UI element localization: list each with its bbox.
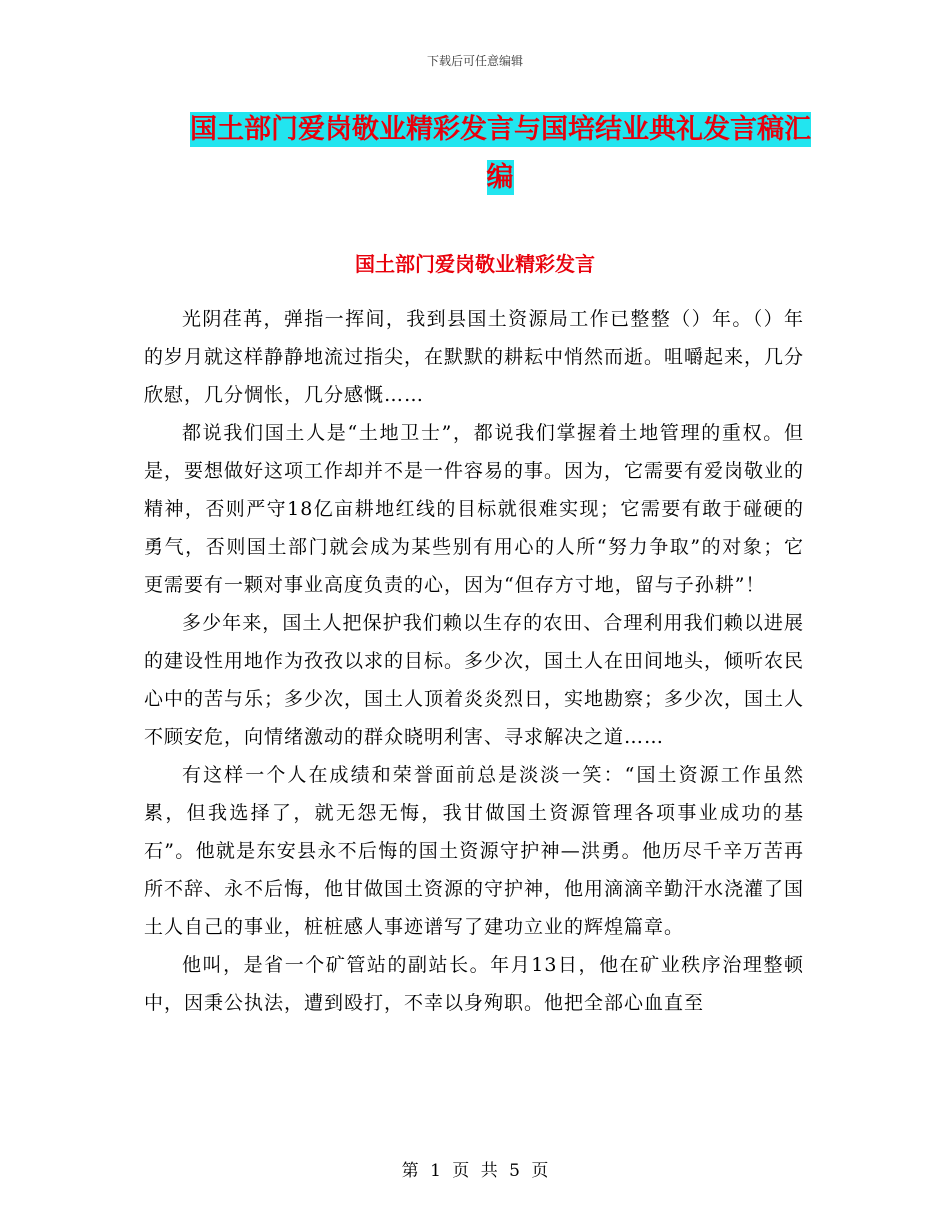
paragraph: 多少年来，国土人把保护我们赖以生存的农田、合理利用我们赖以进展的建设性用地作为孜孜以求的目标。多少次，国土人在田间地头，倾听农民心中的苦与乐；多少次，国土人顶着炎炎烈日，实地勘察；多少次，国土人不顾安危，向情绪激动的群众晓明利害、寻求解决之道…… (144, 612, 805, 748)
paragraph: 都说我们国土人是“土地卫士”，都说我们掌握着土地管理的重权。但是，要想做好这项工作却并不是一件容易的事。因为，它需要有爱岗敬业的精神，否则严守18亿亩耕地红线的目标就很难实现；它需要有敢于碰硬的勇气，否则国土部门就会成为某些别有用心的人所“努力争取”的对象；它更需要有一颗对事业高度负责的心，因为“但存方寸地，留与子孙耕”！ (144, 422, 805, 596)
section-title: 国土部门爱岗敬业精彩发言 (355, 252, 595, 276)
body-text (144, 260, 804, 1022)
document-title-line1: 国土部门爱岗敬业精彩发言与国培结业典礼发言稿汇 (190, 114, 811, 145)
document-title-line2: 编 (486, 162, 514, 193)
page-footer: 第 1 页 共 5 页 (401, 1161, 549, 1181)
paragraph: 他叫，是省一个矿管站的副站长。年月13日，他在矿业秩序治理整顿中，因秉公执法，遭到殴打，不幸以身殉职。他把全部心血直至 (144, 954, 804, 1014)
paragraph: 光阴荏苒，弹指一挥间，我到县国土资源局工作已整整（）年。（）年的岁月就这样静静地流过指尖，在默默的耕耘中悄然而逝。咀嚼起来，几分欣慰，几分惆怅，几分感慨…… (144, 308, 805, 406)
document-title (190, 106, 810, 202)
paragraph: 有这样一个人在成绩和荣誉面前总是淡淡一笑：“国土资源工作虽然累，但我选择了，就无怨无悔，我甘做国土资源管理各项事业成功的基石”。他就是东安县永不后悔的国土资源守护神—洪勇。他历尽千辛万苦再所不辞、永不后悔，他甘做国土资源的守护神，他用滴滴辛勤汗水浇灌了国土人自己的事业，桩桩感人事迹谱写了建功立业的辉煌篇章。 (144, 764, 805, 938)
header-note: 下载后可任意编辑 (426, 54, 523, 68)
